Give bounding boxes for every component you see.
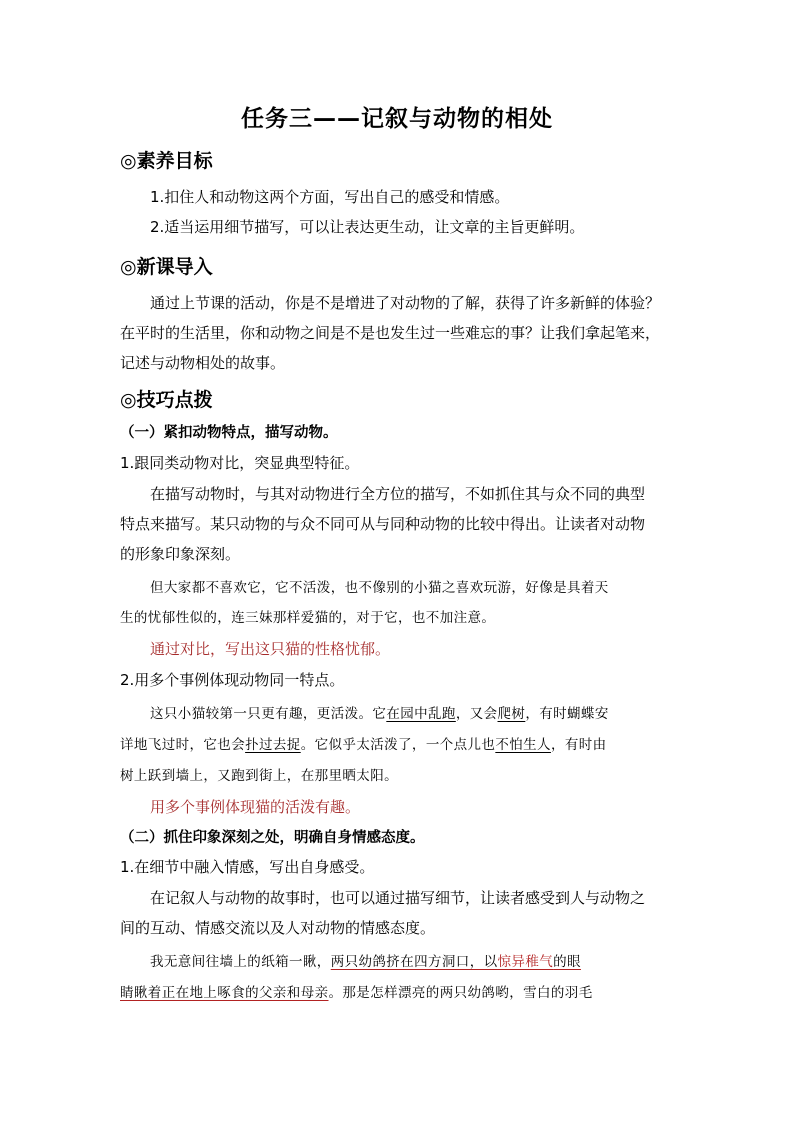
point-paragraph-line: 的形象印象深刻。	[120, 545, 241, 563]
example-text-line: 生的忧郁性似的，连三妹那样爱猫的，对于它，也不加注意。	[120, 610, 496, 626]
underlined-phrase: 两只幼鸽挤在四方洞口，以	[330, 954, 498, 970]
example-text-line: 但大家都不喜欢它，它不活泼，也不像别的小猫之喜欢玩游，好像是具着天	[150, 580, 609, 596]
underlined-phrase: 睛瞅着正在地上啄食的父亲和母亲	[120, 985, 329, 1001]
intro-paragraph-line: 通过上节课的活动，你是不是增进了对动物的了解，获得了许多新鲜的体验？	[150, 294, 661, 312]
point-paragraph-line: 间的互动、情感交流以及人对动物的情感态度。	[120, 919, 436, 937]
highlighted-phrase: 惊异稚气	[497, 954, 554, 970]
example-text: ，又会	[455, 706, 498, 722]
example-text-line	[150, 702, 680, 722]
goal-item: 2.适当运用细节描写，可以让表达更生动，让文章的主旨更鲜明。	[150, 218, 585, 236]
example-text: 这只小猫较第一只更有趣，更活泼。它	[150, 706, 387, 722]
section-heading-goals: ◎素养目标	[120, 150, 213, 172]
example-text-line	[120, 733, 680, 753]
goal-item: 1.扣住人和动物这两个方面，写出自己的感受和情感。	[150, 188, 510, 206]
example-text: 。它似乎太活泼了，一个点儿也	[300, 737, 496, 753]
underlined-phrase: 在园中乱跑	[386, 706, 456, 722]
example-comment: 用多个事例体现猫的活泼有趣。	[150, 798, 361, 816]
point-paragraph-line: 在描写动物时，与其对动物进行全方位的描写，不如抓住其与众不同的典型	[150, 485, 646, 503]
example-text: 详地飞过时，它也会	[120, 737, 246, 753]
example-text: 我无意间往墙上的纸箱一瞅，	[150, 954, 331, 970]
example-text-line: 树上跃到墙上，又跑到街上，在那里晒太阳。	[120, 768, 398, 784]
intro-paragraph-line: 在平时的生活里，你和动物之间是不是也发生过一些难忘的事？让我们拿起笔来，	[120, 324, 661, 342]
section-heading-intro: ◎新课导入	[120, 256, 213, 278]
subsection-heading: （二）抓住印象深刻之处，明确自身情感态度。	[120, 829, 425, 846]
example-text-line	[120, 981, 680, 1001]
section-heading-skills: ◎技巧点拨	[120, 389, 213, 411]
intro-paragraph-line: 记述与动物相处的故事。	[120, 354, 286, 372]
example-text: ，有时由	[550, 737, 607, 753]
underlined-phrase: 不怕生人	[495, 737, 551, 753]
example-text: 。那是怎样漂亮的两只幼鸽哟，雪白的羽毛	[328, 985, 593, 1001]
underlined-phrase: 爬树	[497, 706, 526, 722]
example-text-line	[150, 950, 680, 970]
point-title: 1.跟同类动物对比，突显典型特征。	[120, 454, 360, 472]
point-title: 2.用多个事例体现动物同一特点。	[120, 671, 345, 689]
underlined-phrase: 扑过去捉	[245, 737, 301, 753]
underlined-phrase: 的眼	[553, 954, 581, 970]
subsection-heading: （一）紧扣动物特点，描写动物。	[120, 424, 338, 441]
example-text: ，有时蝴蝶安	[525, 706, 609, 722]
point-title: 1.在细节中融入情感，写出自身感受。	[120, 858, 375, 876]
example-comment: 通过对比，写出这只猫的性格忧郁。	[150, 640, 391, 658]
point-paragraph-line: 特点来描写。某只动物的与众不同可从与同种动物的比较中得出。让读者对动物	[120, 515, 646, 533]
page-title: 任务三——记叙与动物的相处	[241, 106, 553, 132]
point-paragraph-line: 在记叙人与动物的故事时，也可以通过描写细节，让读者感受到人与动物之	[150, 889, 646, 907]
